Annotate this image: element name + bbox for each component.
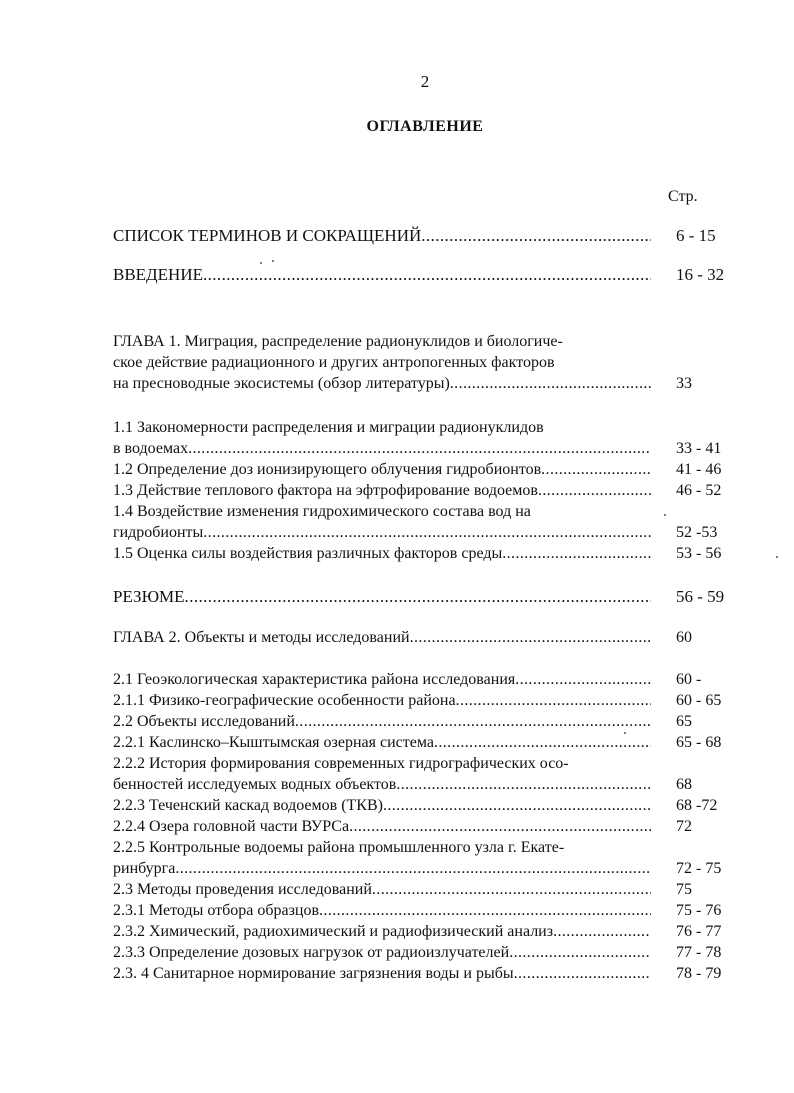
toc-entry-title: ринбурга xyxy=(113,860,176,877)
toc-page-range: 53 - 56 xyxy=(676,545,722,562)
toc-entry-title: 2.3 Методы проведения исследований xyxy=(113,881,372,898)
toc-entry xyxy=(113,797,651,818)
toc-entry-line xyxy=(113,333,658,354)
toc-entry xyxy=(113,265,651,286)
toc-entry xyxy=(113,375,651,396)
toc-entry-title: 1.3 Действие теплового фактора на эфтрофирование водоемов xyxy=(113,482,538,499)
toc-entry-title: 2.2.1 Каслинско–Кыштымская озерная система xyxy=(113,734,434,751)
toc-page-range: 75 - 76 xyxy=(676,902,722,919)
dot-leader xyxy=(538,482,651,503)
dot-leader xyxy=(383,797,651,818)
toc-page-range: 68 -72 xyxy=(676,797,718,814)
toc-entry-title: 1.2 Определение доз ионизирующего облучения гидробионтов xyxy=(113,461,542,478)
toc-entry xyxy=(113,226,651,247)
toc-page-range: 72 xyxy=(676,818,692,835)
toc-entry-title: бенностей исследуемых водных объектов xyxy=(113,776,397,793)
toc-entry-title: 2.1.1 Физико-географические особенности района xyxy=(113,692,456,709)
toc-page-range: 6 - 15 xyxy=(676,226,716,245)
toc-entry-title: 2.2.5 Контрольные водоемы района промышленного узла г. Екате- xyxy=(113,839,565,856)
page-title: ОГЛАВЛЕНИЕ xyxy=(366,118,484,135)
toc-entry xyxy=(113,965,651,986)
toc-entry xyxy=(113,713,651,734)
toc-page-range: 76 - 77 xyxy=(676,923,722,940)
dot-leader xyxy=(541,461,651,482)
toc-entry-title: 1.4 Воздействие изменения гидрохимического состава вод на xyxy=(113,503,531,520)
toc-page-range: 65 xyxy=(676,713,692,730)
dot-leader xyxy=(421,226,651,247)
toc-page-range: 56 - 59 xyxy=(676,587,725,606)
scan-speck xyxy=(260,262,262,264)
toc-entry xyxy=(113,902,651,923)
dot-leader xyxy=(349,818,651,839)
toc-entry xyxy=(113,524,651,545)
toc-entry-title: 1.5 Оценка силы воздействия различных факторов среды xyxy=(113,545,503,562)
dot-leader xyxy=(396,776,651,797)
toc-entry-title: 2.2 Объекты исследований xyxy=(113,713,295,730)
toc-page-range: 52 -53 xyxy=(676,524,718,541)
toc-entry-title: 2.3.1 Методы отбора образцов xyxy=(113,902,320,919)
dot-leader xyxy=(515,671,651,692)
toc-entry-title: 2.2.2 История формирования современных гидрографических осо- xyxy=(113,755,569,772)
dot-leader xyxy=(514,965,651,986)
dot-leader xyxy=(372,881,651,902)
toc-entry xyxy=(113,734,651,755)
toc-entry-title: 2.3. 4 Санитарное нормирование загрязнения воды и рыбы xyxy=(113,965,514,982)
toc-entry xyxy=(113,482,651,503)
dot-leader xyxy=(319,902,651,923)
toc-entry xyxy=(113,944,651,965)
toc-entry xyxy=(113,776,651,797)
page-number: 2 xyxy=(420,72,430,91)
dot-leader xyxy=(295,713,651,734)
scan-speck xyxy=(272,260,274,262)
toc-entry xyxy=(113,671,651,692)
toc-page-range: 75 xyxy=(676,881,692,898)
scan-speck xyxy=(624,732,626,734)
toc-page-range: 33 xyxy=(676,375,692,392)
toc-entry xyxy=(113,545,651,566)
dot-leader xyxy=(175,860,651,881)
dot-leader xyxy=(434,734,651,755)
toc-entry-line xyxy=(113,755,658,776)
toc-entry-title: ГЛАВА 2. Объекты и методы исследований xyxy=(113,629,410,646)
toc-entry-title: гидробионты xyxy=(113,524,204,541)
toc-entry-title: ГЛАВА 1. Миграция, распределение радионуклидов и биологиче- xyxy=(113,333,563,350)
toc-entry-line xyxy=(113,503,658,524)
toc-entry-title: на пресноводные экосистемы (обзор литературы) xyxy=(113,375,450,392)
toc-entry xyxy=(113,692,651,713)
toc-entry-line xyxy=(113,354,658,375)
toc-entry-title: в водоемах xyxy=(113,440,189,457)
dot-leader xyxy=(450,375,651,396)
toc-entry-title: ское действие радиационного и других антропогенных факторов xyxy=(113,354,555,371)
toc-entry-title: 2.3.2 Химический, радиохимический и радиофизический анализ xyxy=(113,923,554,940)
toc-entry xyxy=(113,923,651,944)
toc-entry xyxy=(113,440,651,461)
toc-page-range: 68 xyxy=(676,776,692,793)
dot-leader xyxy=(502,545,651,566)
dot-leader xyxy=(553,923,651,944)
toc-page-range: 72 - 75 xyxy=(676,860,722,877)
toc-entry-line xyxy=(113,839,658,860)
dot-leader xyxy=(203,524,651,545)
toc-entry xyxy=(113,587,651,608)
dot-leader xyxy=(410,629,651,650)
toc-entry-title: 1.1 Закономерности распределения и миграции радионуклидов xyxy=(113,419,544,436)
toc-page-range: 78 - 79 xyxy=(676,965,722,982)
toc-entry-title: ВВЕДЕНИЕ xyxy=(113,265,203,284)
toc-entry-title: РЕЗЮМЕ xyxy=(113,587,185,606)
dot-leader xyxy=(509,944,651,965)
toc-page-range: 16 - 32 xyxy=(676,265,725,284)
toc-entry-title: 2.3.3 Определение дозовых нагрузок от радиоизлучателей xyxy=(113,944,510,961)
toc-page-range: 33 - 41 xyxy=(676,440,722,457)
dot-leader xyxy=(188,440,651,461)
page-column-header: Стр. xyxy=(668,188,698,205)
toc-entry xyxy=(113,818,651,839)
toc-entry xyxy=(113,629,651,650)
toc-page-range: 46 - 52 xyxy=(676,482,722,499)
toc-entry xyxy=(113,860,651,881)
toc-entry xyxy=(113,881,651,902)
toc-page-range: 65 - 68 xyxy=(676,734,722,751)
toc-page-range: 60 - 65 xyxy=(676,692,722,709)
toc-entry-title: 2.1 Геоэкологическая характеристика района исследования xyxy=(113,671,516,688)
toc-entry-line xyxy=(113,419,658,440)
dot-leader xyxy=(456,692,651,713)
toc-entry-title: 2.2.4 Озера головной части ВУРСа xyxy=(113,818,350,835)
scan-speck xyxy=(664,514,666,516)
toc-entry-title: 2.2.3 Теченский каскад водоемов (ТКВ) xyxy=(113,797,383,814)
toc-entry-title: СПИСОК ТЕРМИНОВ И СОКРАЩЕНИЙ xyxy=(113,226,422,245)
toc-page-range: 41 - 46 xyxy=(676,461,722,478)
scan-speck xyxy=(776,556,778,558)
dot-leader xyxy=(203,265,651,286)
toc-page-range: 77 - 78 xyxy=(676,944,722,961)
dot-leader xyxy=(185,587,651,608)
toc-page-range: 60 xyxy=(676,629,692,646)
toc-entry xyxy=(113,461,651,482)
toc-page-range: 60 - xyxy=(676,671,702,688)
